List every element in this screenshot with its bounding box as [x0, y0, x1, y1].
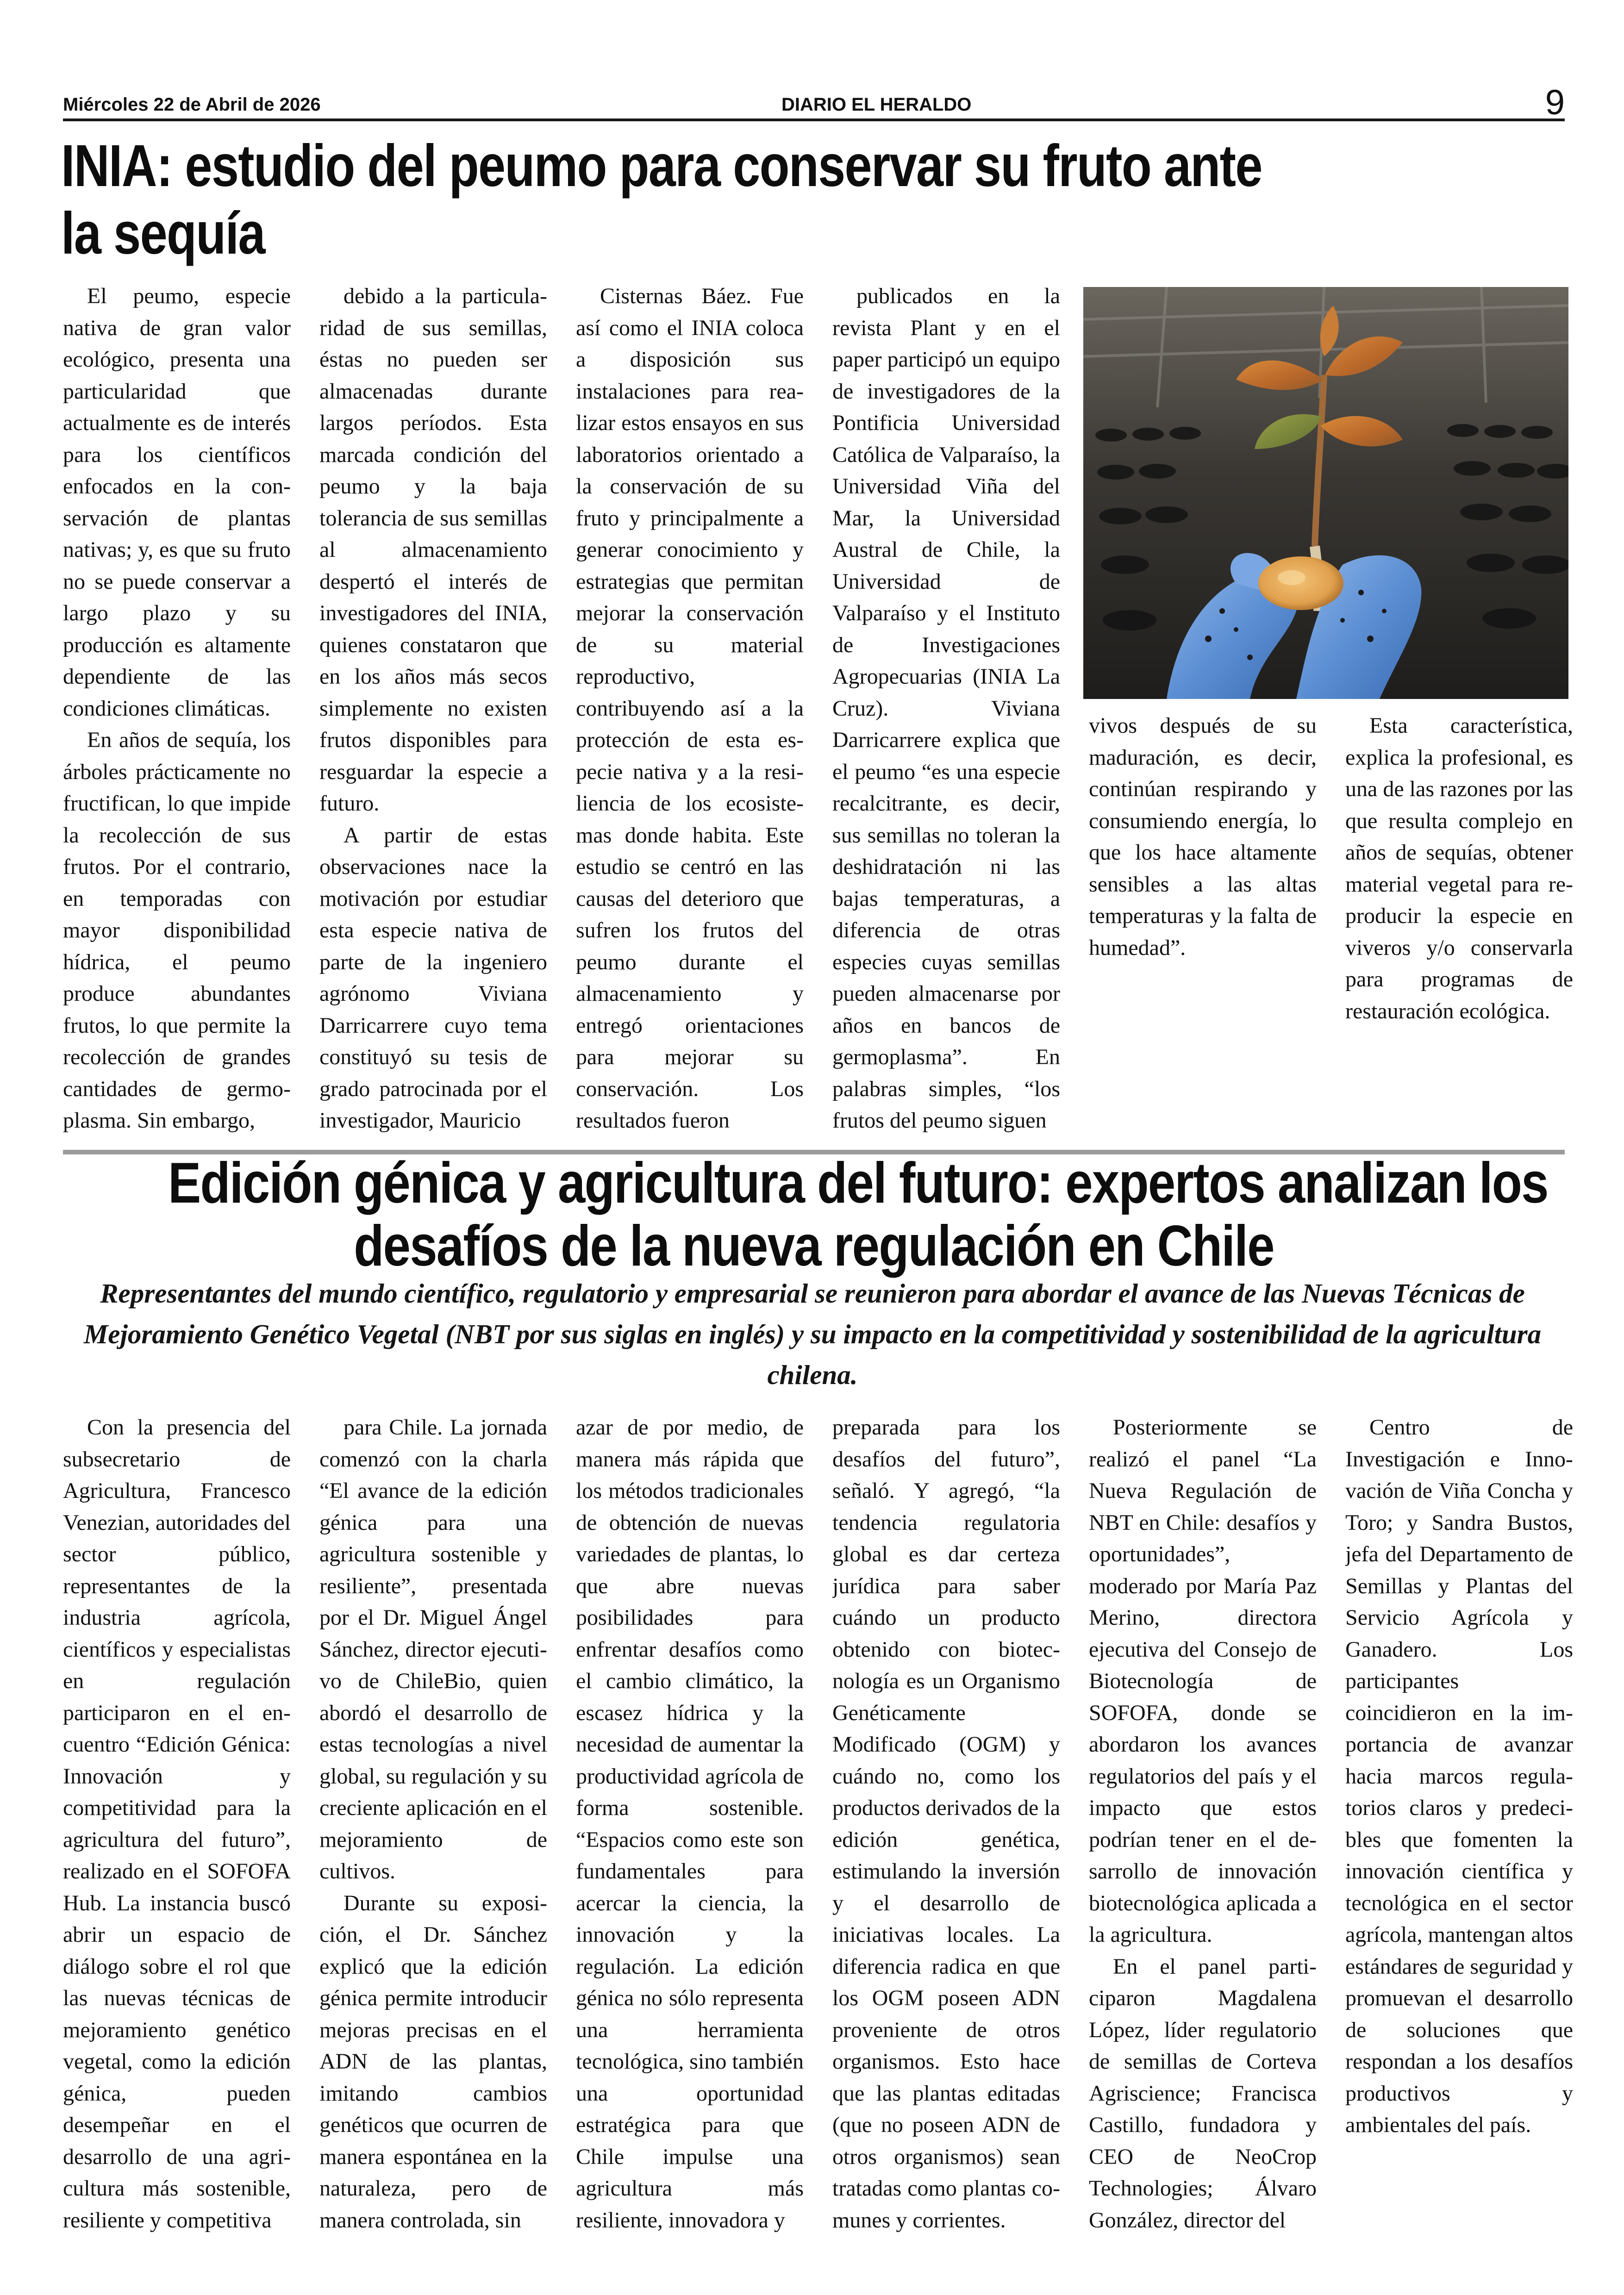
article2-column-3 — [576, 1412, 804, 2236]
article1-paragraph: En años de sequía, los árboles prácticamente no fructifican, lo que impide la recolección de sus frutos. Por el contrario, en temporadas con mayor disponibilidad hídrica, el peumo produce abundantes frutos, lo que permite la recolección de grandes cantidades de germoplasma. Sin embargo, — [63, 728, 291, 1133]
article1-column-1 — [63, 281, 291, 1151]
article2-paragraph: Posteriormente se realizó el panel “La Nueva Regulación de NBT en Chile: desafíos y oportunidades”, moderado por María Paz Merino, directora ejecutiva del Consejo de Biotecnología de SOFOFA, donde se abordaron los avances regulatorios del país y el impacto que estos podrían tener en el desarrollo de innovación biotecnológica aplicada a la agricultura. — [1089, 1415, 1317, 1947]
article2-column-4 — [832, 1412, 1060, 2236]
article1-paragraph-continued: vivos después de su maduración, es decir, continúan respirando y consumiendo energía, lo que los hace altamente sensibles a las altas temperaturas y la falta de humedad”. — [1089, 713, 1317, 960]
article2-paragraph-continued: azar de por medio, de manera más rápida que los métodos tradicionales de obtención de nuevas variedades de plantas, lo que abre nuevas posibilidades para enfrentar desafíos como el cambio climático, la escasez hídrica y la necesidad de aumentar la productividad agrícola de forma sostenible. “Espacios como este son fundamentales para acercar la ciencia, la innovación y la regulación. La edición génica no sólo representa una herramienta tecnológica, sino también una oportunidad estratégica para que Chile impulse una agricultura más resiliente, innovadora y — [576, 1415, 804, 2233]
article2-headline-line-1: Edición génica y agricultura del futuro: expertos analizan los — [168, 1151, 1548, 1215]
article1-paragraph: A partir de estas observaciones nace la motivación por estudiar esta especie nativa de parte de la ingeniero agrónomo Viviana Darricarrere cuyo tema constituyó su tesis de grado patrocinada por el investigador, Mauricio — [319, 823, 547, 1133]
article2-column-2 — [319, 1412, 547, 2236]
article1-column-4 — [832, 281, 1060, 1151]
article2-paragraph-continued-continued: preparada para los desafíos del futuro”, señaló. Y agregó, “la tendencia regulatoria global es dar certeza jurídica para saber cuándo un producto obtenido con biotecnología es un Organismo Genéticamente Modificado (OGM) y cuándo no, como los productos derivados de la edición genética, estimulando la inversión y el desarrollo de iniciativas locales. La diferencia radica en que los OGM poseen ADN proveniente de otros organismos. Esto hace que las plantas editadas (que no poseen ADN de otros organismos) sean tratadas como plantas comunes y corrientes. — [832, 1415, 1060, 2233]
article2-column-6 — [1345, 1412, 1573, 2236]
article1-body — [63, 281, 1573, 1151]
page-number: 9 — [1545, 83, 1565, 122]
article1-paragraph: El peumo, especie nativa de gran valor ecológico, presenta una particularidad que actualmente es de interés para los científicos enfocados en la conservación de plantas nativas; y, es que su fruto no se puede conservar a largo plazo y su producción es altamente dependiente de las condiciones climáticas. — [63, 284, 291, 721]
article2-column-5 — [1089, 1412, 1317, 2236]
article2-paragraph: para Chile. La jornada comenzó con la charla “El avance de la edición génica para una agricultura sostenible y resiliente”, presentada por el Dr. Miguel Ángel Sánchez, director ejecutivo de ChileBio, quien abordó el desarrollo de estas tecnologías a nivel global, su regulación y su creciente aplicación en el mejoramiento de cultivos. — [319, 1415, 547, 1883]
issue-date: Miércoles 22 de Abril de 2026 — [63, 94, 321, 115]
article1-paragraph: Cisternas Báez. Fue así como el INIA coloca a disposición sus instalaciones para realizar estos ensayos en sus laboratorios orientado a la conservación de su fruto y principalmente a generar conocimiento y estrategias que permitan mejorar la conservación de su material reproductivo, contribuyendo así a la protección de esta especie nativa y a la resiliencia de los ecosistemas donde habita. Este estudio se centró en las causas del deterioro que sufren los frutos del peumo durante el almacenamiento y entregó orientaciones para mejorar su conservación. Los resultados fueron — [576, 284, 804, 1133]
article1-paragraph: debido a la particularidad de sus semillas, éstas no pueden ser almacenadas durante largos períodos. Esta marcada condición del peumo y la baja tolerancia de sus semillas al almacenamiento despertó el interés de investigadores del INIA, quienes constataron que en los años más secos simplemente no existen frutos disponibles para resguardar la especie a futuro. — [319, 284, 547, 816]
article2-headline — [63, 1152, 1565, 1278]
article1-column-3 — [576, 281, 804, 1151]
newspaper-name: DIARIO EL HERALDO — [781, 94, 972, 115]
article2-column-1 — [63, 1412, 291, 2236]
article2-body — [63, 1412, 1573, 2236]
article2-deck: Representantes del mundo científico, regulatorio y empresarial se reunieron para abordar el avance de las Nuevas Técnicas de Mejoramiento Genético Vegetal (NBT por sus siglas en inglés) y su impacto en la competitividad y sostenibilidad de la agricultura chilena. — [83, 1278, 1542, 1390]
article2-paragraph: Centro de Investigación e Innovación de Viña Concha y Toro; y Sandra Bustos, jefa del Departamento de Semillas y Plantas del Servicio Agrícola y Ganadero. Los participantes coincidieron en la importancia de avanzar hacia marcos regulatorios claros y predecibles que fomenten la innovación científica y tecnológica en el sector agrícola, mantengan altos estándares de seguridad y promuevan el desarrollo de soluciones que respondan a los desafíos productivos y ambientales del país. — [1345, 1415, 1573, 2137]
article1-headline: INIA: estudio del peumo para conservar su fruto ante la sequía — [61, 133, 1262, 267]
article2-paragraph: En el panel participaron Magdalena López, líder regulatorio de semillas de Corteva Agriscience; Francisca Castillo, fundadora y CEO de NeoCrop Technologies; Álvaro González, director del — [1089, 1954, 1317, 2233]
article1-column-2 — [319, 281, 547, 1151]
article2-headline-line-2: desafíos de la nueva regulación en Chile — [354, 1214, 1274, 1278]
page-header — [63, 83, 1565, 122]
article1-paragraph: publicados en la revista Plant y en el paper participó un equipo de investigadores de la Pontificia Universidad Católica de Valparaíso, la Universidad Viña del Mar, la Universidad Austral de Chile, la Universidad de Valparaíso y el Instituto de Investigaciones Agropecuarias (INIA La Cruz). Viviana Darricarrere explica que el peumo “es una especie recalcitrante, es decir, sus semillas no toleran la deshidratación ni las bajas temperaturas, a diferencia de otras especies cuyas semillas pueden almacenarse por años en bancos de germoplasma”. En palabras simples, “los frutos del peumo siguen — [832, 284, 1060, 1133]
article2-paragraph: Con la presencia del subsecretario de Agricultura, Francesco Venezian, autoridades del sector público, representantes de la industria agrícola, científicos y especialistas en regulación participaron en el encuentro “Edición Génica: Innovación y competitividad para la agricultura del futuro”, realizado en el SOFOFA Hub. La instancia buscó abrir un espacio de diálogo sobre el rol que las nuevas técnicas de mejoramiento genético vegetal, como la edición génica, pueden desempeñar en el desarrollo de una agricultura más sostenible, resiliente y competitiva — [63, 1415, 291, 2233]
header-rule — [63, 118, 1565, 121]
article1-paragraph: Esta característica, explica la profesional, es una de las razones por las que resulta complejo en años de sequías, obtener material vegetal para reproducir la especie en viveros y/o conservarla para programas de restauración ecológica. — [1345, 713, 1573, 1023]
article1-column-5 — [1089, 281, 1317, 1151]
article2-paragraph: Durante su exposición, el Dr. Sánchez explicó que la edición génica permite introducir mejoras precisas en el ADN de las plantas, imitando cambios genéticos que ocurren de manera espontánea en la naturaleza, pero de manera controlada, sin — [319, 1890, 547, 2233]
article1-column-6 — [1345, 281, 1573, 1151]
